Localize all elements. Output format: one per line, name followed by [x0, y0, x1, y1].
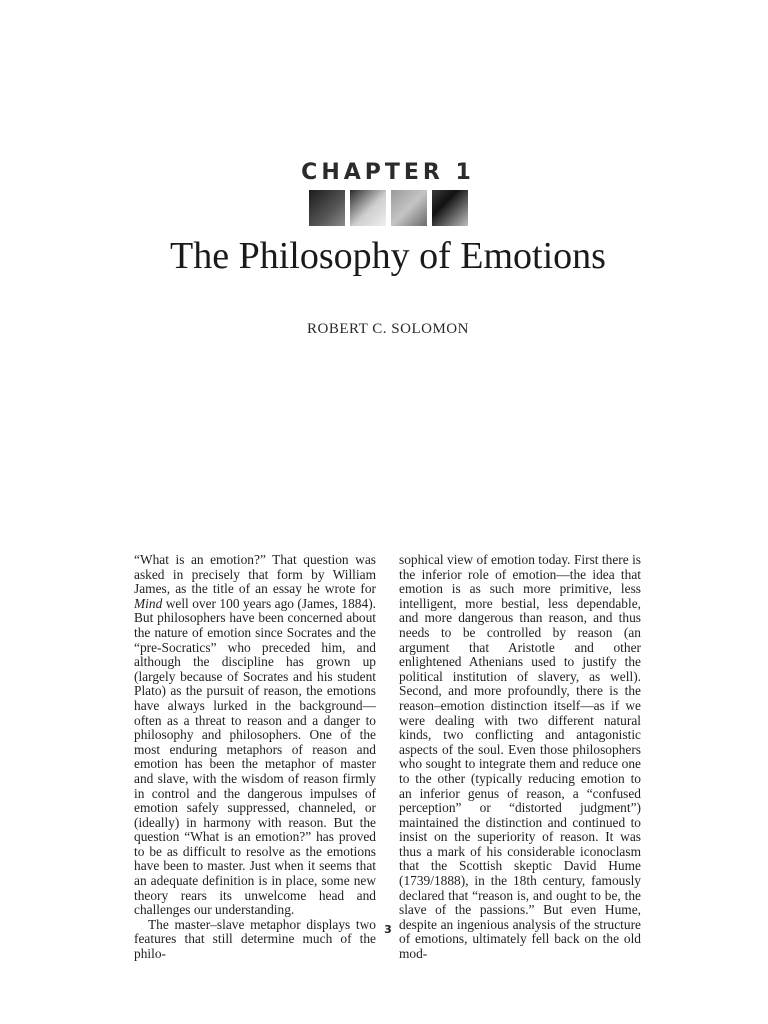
body-paragraph: sophical view of emotion today. First there is the inferior role of emotion—the idea that emotion is as such more primitive, less intelligent, more bestial, less dependable, and more dangerous than reason, and thus needs to be controlled by reason (an argument that Aristotle and other enlightened Athenians used to justify the political institution of slavery, as well). Second, and more profoundly, there is the reason–emotion distinction itself—as if we were dealing with two different natural kinds, two conflicting and antagonistic aspects of the soul. Even those philosophers who sought to integrate them and reduce one to the other (typically reducing emotion to an inferior genus of reason, a “confused perception” or “distorted judgment”) maintained the distinction and continued to insist on the superiority of reason. It was thus a mark of his considerable iconoclasm that the Scottish skeptic David Hume (1739/1888), in the 18th century, famously declared that “reason is, and ought to be, the slave of the passions.” But even Hume, despite an ingenious analysis of the structure of emotions, ultimately fell back on the old mod-	[399, 552, 641, 962]
chapter-label: CHAPTER 1	[301, 160, 475, 185]
chapter-title: The Philosophy of Emotions	[170, 235, 606, 277]
ornament-square	[350, 190, 386, 226]
author-name: ROBERT C. SOLOMON	[307, 321, 469, 337]
page-number: 3	[384, 923, 392, 936]
text-column-left	[134, 553, 376, 962]
chapter-ornament	[309, 190, 469, 226]
journal-title: Mind	[134, 595, 163, 611]
ornament-square	[309, 190, 345, 226]
paragraph-text: well over 100 years ago (James, 1884). But philosophers have been concerned about the nature of emotion since Socrates and the “pre-Socratics” who preceded him, and although the discipline has grown up (largely because of Socrates and his student Plato) as the pursuit of reason, the emotions have always lurked in the background—often as a threat to reason and a danger to philosophy and philosophers. One of the most enduring metaphors of reason and emotion has been the metaphor of master and slave, with the wisdom of reason firmly in control and the dangerous impulses of emotion safely suppressed, channeled, or (ideally) in harmony with reason. But the question “What is an emotion?” has proved to be as difficult to resolve as the emotions have been to master. Just when it seems that an adequate definition is in place, some new theory rears its unwelcome head and challenges our understanding.	[134, 595, 376, 918]
body-paragraph: The master–slave metaphor displays two features that still determine much of the philo-	[134, 916, 376, 962]
body-paragraph	[134, 553, 376, 918]
paragraph-text: “What is an emotion?” That question was asked in precisely that form by William James, as the title of an essay he wrote for	[134, 552, 376, 597]
ornament-square	[432, 190, 468, 226]
text-column-right	[399, 553, 641, 962]
ornament-square	[391, 190, 427, 226]
